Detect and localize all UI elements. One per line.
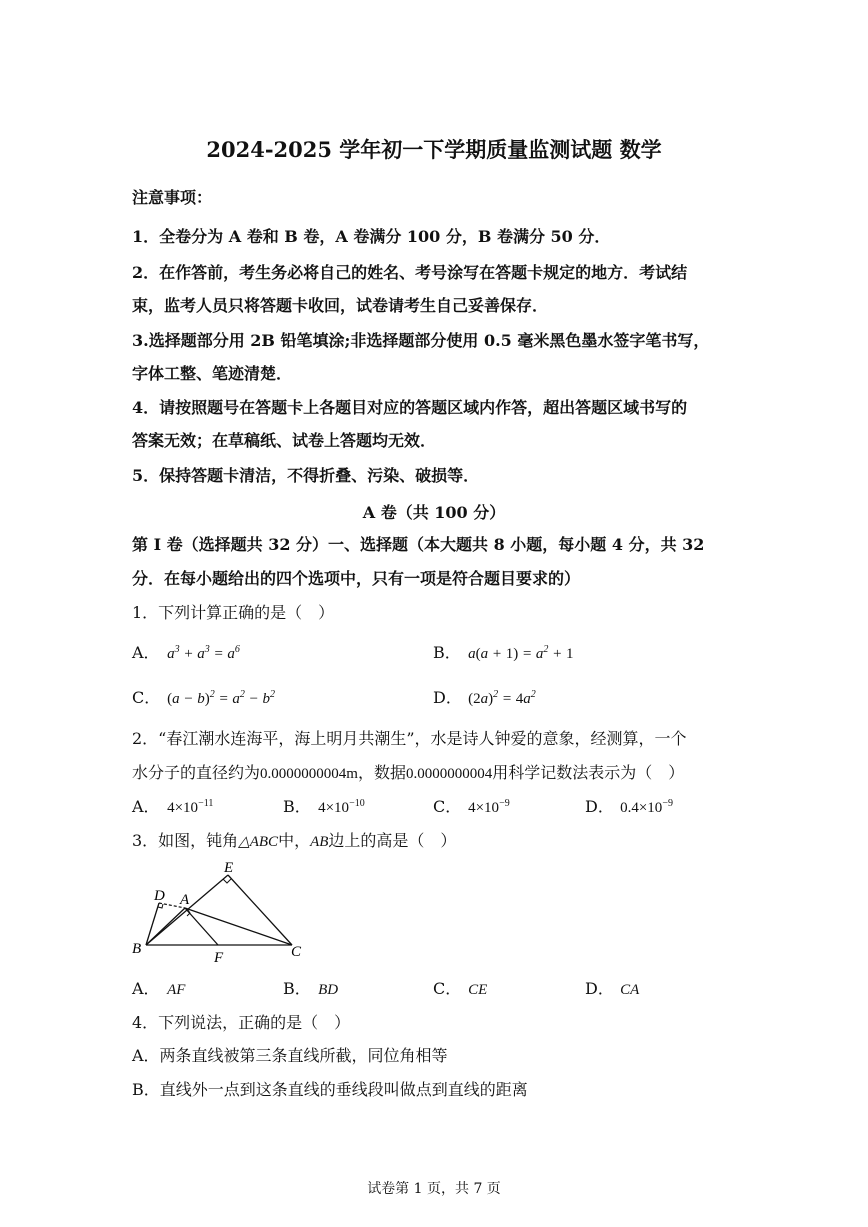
section-a-heading: A 卷（共 100 分） (362, 503, 506, 522)
part1-heading: 分．在每小题给出的四个选项中，只有一项是符合题目要求的） (132, 569, 581, 588)
q2-option-d (585, 797, 673, 818)
q3-text: 边上的高是（ ） (328, 831, 457, 850)
q1-option-a (132, 643, 240, 664)
q2-option-a (132, 797, 213, 818)
q1-option-b-formula: $a(a + 1) = a^2 + 1$ (468, 644, 574, 662)
page-title: 2024-2025 学年初一下学期质量监测试题 数学 (206, 137, 662, 162)
notes-item: 字体工整、笔迹清楚． (132, 364, 293, 383)
option-label: A． (132, 643, 160, 662)
q2-option-d-formula: $0.4\times 10^{-9}$ (620, 798, 673, 816)
q1-option-c-formula: $(a - b)^2 = a^2 - b^2$ (167, 689, 275, 707)
notes-item: 答案无效；在草稿纸、试卷上答题均无效． (132, 431, 437, 450)
q2-text: 用科学记数法表示为（ ） (492, 763, 685, 782)
option-label: B． (283, 979, 311, 998)
q2-text: 水分子的直径约为 (132, 763, 261, 782)
q2-option-a-formula: $4\times 10^{-11}$ (167, 798, 214, 816)
notes-heading: 注意事项： (132, 188, 213, 207)
figure-label-b: B (132, 941, 142, 957)
notes-item: 3.选择题部分用 2B 铅笔填涂;非选择题部分使用 0.5 毫米黑色墨水签字笔书写， (132, 331, 710, 350)
question-2-stem-line2 (132, 763, 684, 784)
option-label: C． (433, 797, 462, 816)
q2-option-b-formula: $4\times 10^{-10}$ (318, 798, 365, 816)
q2-option-c (433, 797, 510, 818)
question-2-stem: 2．“春江潮水连海平，海上明月共潮生”，水是诗人钟爱的意象，经测算，一个 (132, 729, 687, 748)
figure-label-a: A (180, 892, 190, 908)
q2-number: 0.0000000004m (260, 766, 358, 782)
q1-option-a-formula: $a^3 + a^3 = a^6$ (167, 644, 240, 662)
option-value: AF (167, 982, 186, 998)
q3-option-b (283, 979, 338, 1000)
option-value: CE (468, 982, 488, 998)
figure-label-e: E (224, 860, 234, 876)
q3-segment: AB (310, 834, 329, 850)
figure-label-f: F (214, 950, 224, 966)
option-label: D． (433, 688, 462, 707)
question-1-stem: 1．下列计算正确的是（ ） (132, 603, 335, 622)
notes-item: 1．全卷分为 A 卷和 B 卷，A 卷满分 100 分，B 卷满分 50 分． (132, 227, 611, 246)
q1-option-c (132, 688, 275, 709)
q1-option-b (433, 643, 573, 664)
option-label: D． (585, 797, 614, 816)
option-value: BD (318, 982, 339, 998)
question-4-stem: 4．下列说法，正确的是（ ） (132, 1013, 351, 1032)
q2-text: ，数据 (357, 763, 406, 782)
option-label: D． (585, 979, 614, 998)
q3-text: 中， (278, 831, 311, 850)
triangle-figure (128, 858, 318, 968)
figure-label-c: C (291, 944, 302, 960)
q2-number: 0.0000000004 (405, 766, 493, 782)
figure-label-d: D (154, 888, 165, 904)
notes-item: 束，监考人员只将答题卡收回，试卷请考生自己妥善保存． (132, 296, 549, 315)
option-label: C． (132, 688, 161, 707)
q2-option-c-formula: $4\times 10^{-9}$ (468, 798, 510, 816)
part1-heading: 第 I 卷（选择题共 32 分）一、选择题（本大题共 8 小题，每小题 4 分，共 32 (132, 535, 705, 554)
q1-option-d (433, 688, 536, 709)
option-value: CA (620, 982, 640, 998)
notes-item: 4．请按照题号在答题卡上各题目对应的答题区域内作答，超出答题区域书写的 (132, 398, 688, 417)
q2-option-b (283, 797, 365, 818)
q4-option-a: A．两条直线被第三条直线所截，同位角相等 (132, 1046, 448, 1065)
q3-option-c (433, 979, 487, 1000)
question-3-stem (132, 831, 456, 852)
notes-item: 2．在作答前，考生务必将自己的姓名、考号涂写在答题卡规定的地方．考试结 (132, 263, 688, 282)
option-label: C． (433, 979, 462, 998)
q3-option-d (585, 979, 639, 1000)
notes-item: 5．保持答题卡清洁，不得折叠、污染、破损等． (132, 466, 480, 485)
option-label: A． (132, 797, 160, 816)
page-footer: 试卷第 1 页，共 7 页 (367, 1181, 501, 1197)
option-label: B． (283, 797, 311, 816)
q1-option-d-formula: $(2a)^2 = 4a^2$ (468, 689, 536, 707)
q3-triangle: △ABC (238, 834, 279, 850)
q3-text: 3．如图，钝角 (132, 831, 239, 850)
option-label: B． (433, 643, 461, 662)
option-label: A． (132, 979, 160, 998)
q3-option-a (132, 979, 185, 1000)
q4-option-b: B．直线外一点到这条直线的垂线段叫做点到直线的距离 (132, 1080, 528, 1099)
